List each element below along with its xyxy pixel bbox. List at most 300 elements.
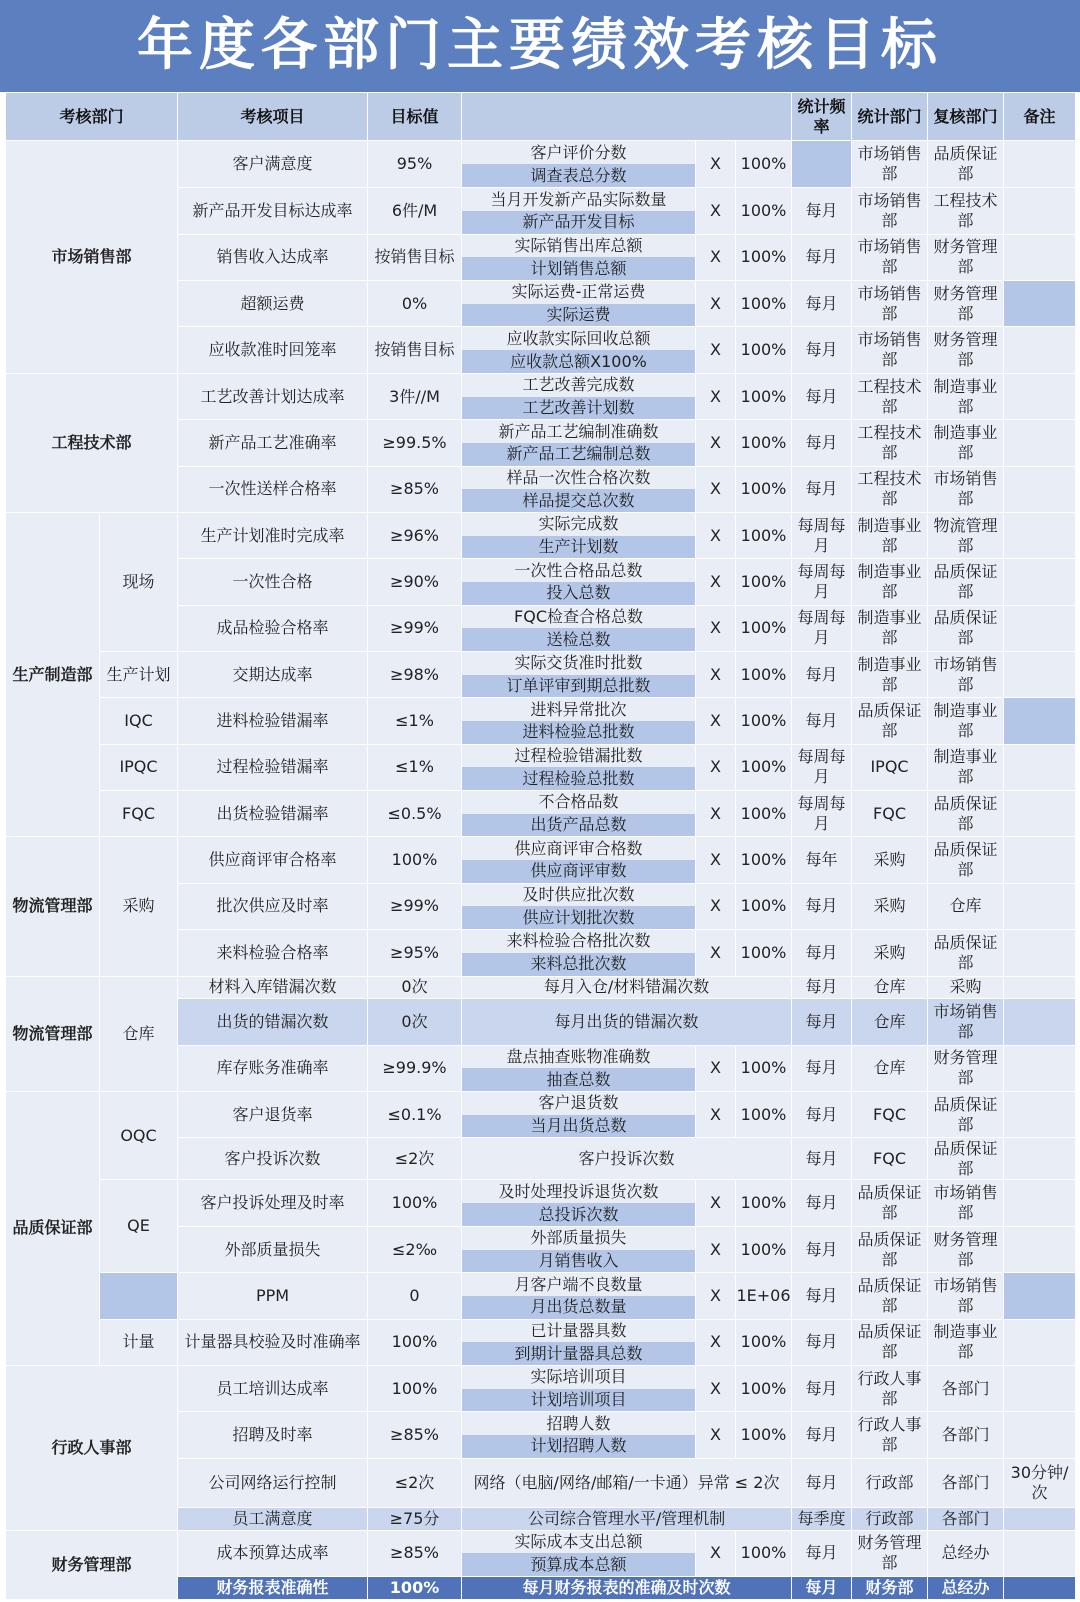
target-cell: ≤0.5%: [368, 791, 462, 837]
denominator: 总投诉次数: [462, 1203, 695, 1226]
note-cell: [1004, 234, 1076, 280]
sub-dept-cell: 生产计划: [100, 651, 178, 697]
multiply-sign: X: [696, 1045, 736, 1091]
multiply-sign: X: [696, 605, 736, 651]
freq-cell: 每月: [792, 1138, 852, 1180]
freq-cell: 每月: [792, 1530, 852, 1576]
multiply-sign: X: [696, 837, 736, 883]
formula-cell: [462, 791, 696, 837]
freq-cell: [792, 141, 852, 188]
formula-cell: [462, 327, 696, 373]
dept-cell: 行政人事部: [6, 1365, 178, 1530]
formula-cell: [462, 1091, 696, 1137]
note-cell: [1004, 744, 1076, 790]
review-dept-cell: 制造事业部: [928, 1319, 1004, 1365]
item-cell: 超额运费: [178, 281, 368, 327]
stat-dept-cell: 工程技术部: [852, 466, 928, 512]
numerator: 工艺改善完成数: [522, 375, 635, 395]
numerator: 应收款实际回收总额: [506, 328, 651, 348]
target-cell: ≥75分: [368, 1508, 462, 1531]
item-cell: 外部质量损失: [178, 1226, 368, 1272]
stat-dept-cell: 品质保证部: [852, 1180, 928, 1226]
formula-cell: 每月出货的错漏次数: [462, 999, 792, 1045]
dept-cell: 物流管理部: [6, 976, 100, 1091]
denominator: 月出货总数量: [462, 1296, 695, 1319]
freq-cell: 每月: [792, 1319, 852, 1365]
multiply-sign: X: [696, 1412, 736, 1458]
target-cell: ≥85%: [368, 1530, 462, 1576]
note-cell: [1004, 1412, 1076, 1458]
freq-cell: 每季度: [792, 1508, 852, 1531]
target-cell: ≤0.1%: [368, 1091, 462, 1137]
numerator: 及时处理投诉退货次数: [498, 1181, 659, 1201]
item-cell: 客户满意度: [178, 141, 368, 188]
review-dept-cell: 物流管理部: [928, 512, 1004, 558]
stat-dept-cell: 市场销售部: [852, 188, 928, 234]
note-cell: [1004, 1045, 1076, 1091]
multiplier-cell: 100%: [736, 930, 792, 976]
note-cell: [1004, 883, 1076, 929]
stat-dept-cell: 市场销售部: [852, 327, 928, 373]
denominator: 过程检验总批数: [462, 767, 695, 790]
multiplier-cell: 100%: [736, 698, 792, 744]
numerator: 样品一次性合格次数: [506, 467, 651, 487]
freq-cell: 每月: [792, 281, 852, 327]
target-cell: 6件/M: [368, 188, 462, 234]
note-cell: [1004, 141, 1076, 188]
review-dept-cell: 采购: [928, 976, 1004, 999]
formula-cell: 客户投诉次数: [462, 1138, 792, 1180]
numerator: 进料异常批次: [530, 699, 627, 719]
target-cell: 0%: [368, 281, 462, 327]
table-row: [6, 976, 1076, 999]
denominator: 计划招聘人数: [462, 1435, 695, 1458]
review-dept-cell: 市场销售部: [928, 1180, 1004, 1226]
denominator: 投入总数: [462, 582, 695, 605]
formula-cell: [462, 1226, 696, 1272]
sub-dept-cell: 现场: [100, 512, 178, 651]
review-dept-cell: 品质保证部: [928, 1138, 1004, 1180]
note-cell: [1004, 466, 1076, 512]
table-row: [6, 1530, 1076, 1576]
multiplier-cell: 100%: [736, 1365, 792, 1411]
multiplier-cell: 100%: [736, 1530, 792, 1576]
formula-cell: [462, 1319, 696, 1365]
multiply-sign: X: [696, 141, 736, 188]
formula-cell: 网络（电脑/网络/邮箱/一卡通）异常 ≤ 2次: [462, 1458, 792, 1507]
note-cell: [1004, 188, 1076, 234]
denominator: 当月出货总数: [462, 1115, 695, 1138]
numerator: 盘点抽查账物准确数: [506, 1046, 651, 1066]
multiply-sign: X: [696, 327, 736, 373]
dept-cell: 品质保证部: [6, 1091, 100, 1365]
target-cell: ≤2次: [368, 1138, 462, 1180]
multiply-sign: X: [696, 559, 736, 605]
formula-cell: [462, 1365, 696, 1411]
numerator: 客户评价分数: [530, 142, 627, 162]
multiply-sign: X: [696, 883, 736, 929]
stat-dept-cell: 市场销售部: [852, 141, 928, 188]
stat-dept-cell: 制造事业部: [852, 512, 928, 558]
note-cell: [1004, 698, 1076, 744]
target-cell: 100%: [368, 1319, 462, 1365]
stat-dept-cell: 仓库: [852, 1045, 928, 1091]
formula-cell: [462, 1045, 696, 1091]
item-cell: 供应商评审合格率: [178, 837, 368, 883]
stat-dept-cell: 品质保证部: [852, 1273, 928, 1319]
multiply-sign: X: [696, 1319, 736, 1365]
formula-cell: [462, 141, 696, 188]
formula-cell: [462, 744, 696, 790]
multiplier-cell: 100%: [736, 791, 792, 837]
review-dept-cell: 制造事业部: [928, 420, 1004, 466]
stat-dept-cell: FQC: [852, 791, 928, 837]
dept-cell: 财务管理部: [6, 1530, 178, 1599]
item-cell: 出货的错漏次数: [178, 999, 368, 1045]
formula-cell: [462, 837, 696, 883]
item-cell: 进料检验错漏率: [178, 698, 368, 744]
numerator: 一次性合格品总数: [514, 560, 643, 580]
numerator: 实际交货准时批数: [514, 653, 643, 673]
multiply-sign: X: [696, 698, 736, 744]
item-cell: 一次性送样合格率: [178, 466, 368, 512]
multiply-sign: X: [696, 791, 736, 837]
formula-cell: [462, 1273, 696, 1319]
formula-cell: [462, 512, 696, 558]
target-cell: ≥85%: [368, 1412, 462, 1458]
multiply-sign: X: [696, 420, 736, 466]
header-review-dept: 复核部门: [928, 93, 1004, 141]
table-row: [6, 698, 1076, 744]
stat-dept-cell: 市场销售部: [852, 234, 928, 280]
stat-dept-cell: 市场销售部: [852, 281, 928, 327]
stat-dept-cell: 品质保证部: [852, 1319, 928, 1365]
freq-cell: 每月: [792, 188, 852, 234]
numerator: 当月开发新产品实际数量: [490, 189, 667, 209]
stat-dept-cell: 财务部: [852, 1577, 928, 1600]
multiplier-cell: 100%: [736, 141, 792, 188]
stat-dept-cell: 行政人事部: [852, 1365, 928, 1411]
review-dept-cell: 品质保证部: [928, 791, 1004, 837]
multiply-sign: X: [696, 1091, 736, 1137]
item-cell: 工艺改善计划达成率: [178, 373, 368, 419]
freq-cell: 每周每月: [792, 605, 852, 651]
multiplier-cell: 100%: [736, 1319, 792, 1365]
stat-dept-cell: 制造事业部: [852, 605, 928, 651]
formula-cell: 每月财务报表的准确及时次数: [462, 1577, 792, 1600]
review-dept-cell: 品质保证部: [928, 141, 1004, 188]
item-cell: 成品检验合格率: [178, 605, 368, 651]
stat-dept-cell: 制造事业部: [852, 559, 928, 605]
multiply-sign: X: [696, 1273, 736, 1319]
multiply-sign: X: [696, 930, 736, 976]
freq-cell: 每月: [792, 234, 852, 280]
denominator: 实际运费: [462, 304, 695, 327]
target-cell: ≥99%: [368, 605, 462, 651]
note-cell: [1004, 559, 1076, 605]
multiplier-cell: 100%: [736, 1226, 792, 1272]
sub-dept-cell: FQC: [100, 791, 178, 837]
stat-dept-cell: FQC: [852, 1091, 928, 1137]
target-cell: ≥99%: [368, 883, 462, 929]
multiplier-cell: 100%: [736, 188, 792, 234]
item-cell: 生产计划准时完成率: [178, 512, 368, 558]
freq-cell: 每月: [792, 1365, 852, 1411]
note-cell: [1004, 1273, 1076, 1319]
multiply-sign: X: [696, 466, 736, 512]
note-cell: [1004, 1530, 1076, 1576]
stat-dept-cell: 财务管理部: [852, 1530, 928, 1576]
item-cell: 员工培训达成率: [178, 1365, 368, 1411]
freq-cell: 每年: [792, 837, 852, 883]
note-cell: [1004, 651, 1076, 697]
review-dept-cell: 市场销售部: [928, 999, 1004, 1045]
multiplier-cell: 100%: [736, 605, 792, 651]
review-dept-cell: 仓库: [928, 883, 1004, 929]
note-cell: [1004, 1508, 1076, 1531]
sub-dept-cell: QE: [100, 1180, 178, 1273]
review-dept-cell: 制造事业部: [928, 698, 1004, 744]
item-cell: 客户退货率: [178, 1091, 368, 1137]
item-cell: 新产品开发目标达成率: [178, 188, 368, 234]
target-cell: ≤2‰: [368, 1226, 462, 1272]
formula-cell: 每月入仓/材料错漏次数: [462, 976, 792, 999]
review-dept-cell: 工程技术部: [928, 188, 1004, 234]
freq-cell: 每月: [792, 466, 852, 512]
freq-cell: 每月: [792, 1273, 852, 1319]
review-dept-cell: 品质保证部: [928, 605, 1004, 651]
multiply-sign: X: [696, 281, 736, 327]
table-header: [6, 93, 1076, 141]
stat-dept-cell: 制造事业部: [852, 651, 928, 697]
note-cell: [1004, 1365, 1076, 1411]
numerator: 已计量器具数: [530, 1320, 627, 1340]
numerator: 过程检验错漏批数: [514, 746, 643, 766]
target-cell: ≥90%: [368, 559, 462, 605]
multiplier-cell: 100%: [736, 1091, 792, 1137]
freq-cell: 每月: [792, 1180, 852, 1226]
item-cell: 公司网络运行控制: [178, 1458, 368, 1507]
stat-dept-cell: 工程技术部: [852, 373, 928, 419]
target-cell: ≥99.5%: [368, 420, 462, 466]
target-cell: ≤2次: [368, 1458, 462, 1507]
sub-dept-cell: OQC: [100, 1091, 178, 1180]
target-cell: 95%: [368, 141, 462, 188]
formula-cell: [462, 698, 696, 744]
review-dept-cell: 财务管理部: [928, 281, 1004, 327]
note-cell: [1004, 1180, 1076, 1226]
review-dept-cell: 市场销售部: [928, 1273, 1004, 1319]
multiply-sign: X: [696, 1226, 736, 1272]
item-cell: 交期达成率: [178, 651, 368, 697]
table-row: [6, 1365, 1076, 1411]
stat-dept-cell: 仓库: [852, 976, 928, 999]
freq-cell: 每月: [792, 698, 852, 744]
note-cell: [1004, 930, 1076, 976]
freq-cell: 每月: [792, 999, 852, 1045]
denominator: 送检总数: [462, 628, 695, 651]
review-dept-cell: 制造事业部: [928, 744, 1004, 790]
freq-cell: 每月: [792, 1577, 852, 1600]
target-cell: ≥85%: [368, 466, 462, 512]
multiply-sign: X: [696, 1180, 736, 1226]
numerator: 实际培训项目: [530, 1367, 627, 1387]
table-row: [6, 1091, 1076, 1137]
target-cell: 100%: [368, 1180, 462, 1226]
target-cell: 0次: [368, 999, 462, 1045]
sub-dept-cell: 仓库: [100, 976, 178, 1091]
item-cell: 成本预算达成率: [178, 1530, 368, 1576]
freq-cell: 每月: [792, 373, 852, 419]
denominator: 预算成本总额: [462, 1553, 695, 1576]
target-cell: ≥95%: [368, 930, 462, 976]
target-cell: ≥96%: [368, 512, 462, 558]
header-dept: 考核部门: [6, 93, 178, 141]
review-dept-cell: 各部门: [928, 1365, 1004, 1411]
numerator: 月客户端不良数量: [514, 1274, 643, 1294]
item-cell: 员工满意度: [178, 1508, 368, 1531]
dept-cell: 物流管理部: [6, 837, 100, 976]
sub-dept-cell: IPQC: [100, 744, 178, 790]
formula-cell: [462, 420, 696, 466]
note-cell: [1004, 605, 1076, 651]
stat-dept-cell: 工程技术部: [852, 420, 928, 466]
formula-cell: [462, 466, 696, 512]
freq-cell: 每周每月: [792, 512, 852, 558]
note-cell: [1004, 327, 1076, 373]
table-row: [6, 651, 1076, 697]
formula-cell: [462, 373, 696, 419]
freq-cell: 每月: [792, 883, 852, 929]
formula-cell: [462, 1180, 696, 1226]
note-cell: [1004, 976, 1076, 999]
formula-cell: [462, 234, 696, 280]
denominator: 供应计划批次数: [462, 906, 695, 929]
header-target: 目标值: [368, 93, 462, 141]
item-cell: 新产品工艺准确率: [178, 420, 368, 466]
sub-dept-cell: [100, 1273, 178, 1319]
denominator: 订单评审到期总批数: [462, 675, 695, 698]
denominator: 计划培训项目: [462, 1389, 695, 1412]
formula-cell: [462, 930, 696, 976]
review-dept-cell: 品质保证部: [928, 930, 1004, 976]
formula-cell: [462, 1412, 696, 1458]
multiplier-cell: 100%: [736, 744, 792, 790]
note-cell: 30分钟/次: [1004, 1458, 1076, 1507]
item-cell: PPM: [178, 1273, 368, 1319]
multiply-sign: X: [696, 651, 736, 697]
freq-cell: 每周每月: [792, 791, 852, 837]
multiplier-cell: 100%: [736, 1412, 792, 1458]
item-cell: 出货检验错漏率: [178, 791, 368, 837]
item-cell: 批次供应及时率: [178, 883, 368, 929]
item-cell: 一次性合格: [178, 559, 368, 605]
review-dept-cell: 品质保证部: [928, 837, 1004, 883]
multiplier-cell: 100%: [736, 281, 792, 327]
stat-dept-cell: 采购: [852, 837, 928, 883]
target-cell: 按销售目标: [368, 327, 462, 373]
item-cell: 客户投诉次数: [178, 1138, 368, 1180]
item-cell: 销售收入达成率: [178, 234, 368, 280]
review-dept-cell: 各部门: [928, 1508, 1004, 1531]
note-cell: [1004, 512, 1076, 558]
review-dept-cell: 财务管理部: [928, 1226, 1004, 1272]
multiplier-cell: 100%: [736, 373, 792, 419]
freq-cell: 每月: [792, 327, 852, 373]
numerator: 外部质量损失: [530, 1228, 627, 1248]
header-stat-dept: 统计部门: [852, 93, 928, 141]
target-cell: 100%: [368, 837, 462, 883]
item-cell: 招聘及时率: [178, 1412, 368, 1458]
table-row: [6, 837, 1076, 883]
note-cell: [1004, 1577, 1076, 1600]
formula-cell: 公司综合管理水平/管理机制: [462, 1508, 792, 1531]
sub-dept-cell: 采购: [100, 837, 178, 976]
target-cell: ≥99.9%: [368, 1045, 462, 1091]
multiplier-cell: 100%: [736, 651, 792, 697]
numerator: 实际成本支出总额: [514, 1532, 643, 1552]
multiplier-cell: 1E+06: [736, 1273, 792, 1319]
freq-cell: 每周每月: [792, 559, 852, 605]
table-row: [6, 1319, 1076, 1365]
numerator: 招聘人数: [546, 1413, 611, 1433]
stat-dept-cell: 仓库: [852, 999, 928, 1045]
review-dept-cell: 总经办: [928, 1530, 1004, 1576]
stat-dept-cell: 品质保证部: [852, 1226, 928, 1272]
denominator: 到期计量器具总数: [462, 1342, 695, 1365]
review-dept-cell: 财务管理部: [928, 234, 1004, 280]
item-cell: 客户投诉处理及时率: [178, 1180, 368, 1226]
stat-dept-cell: 行政部: [852, 1458, 928, 1507]
target-cell: 100%: [368, 1577, 462, 1600]
denominator: 调查表总分数: [462, 164, 695, 187]
multiplier-cell: 100%: [736, 559, 792, 605]
note-cell: [1004, 373, 1076, 419]
denominator: 应收款总额X100%: [462, 350, 695, 373]
multiply-sign: X: [696, 1530, 736, 1576]
multiply-sign: X: [696, 512, 736, 558]
formula-cell: [462, 1530, 696, 1576]
formula-cell: [462, 883, 696, 929]
denominator: 来料总批次数: [462, 953, 695, 976]
denominator: 月销售收入: [462, 1250, 695, 1273]
numerator: 供应商评审合格数: [514, 838, 643, 858]
table-row: [6, 744, 1076, 790]
numerator: 实际完成数: [538, 514, 619, 534]
table-row: [6, 1180, 1076, 1226]
denominator: 新产品开发目标: [462, 211, 695, 234]
note-cell: [1004, 1319, 1076, 1365]
numerator: 及时供应批次数: [522, 885, 635, 905]
numerator: 客户退货数: [538, 1093, 619, 1113]
freq-cell: 每周每月: [792, 744, 852, 790]
target-cell: ≤1%: [368, 744, 462, 790]
table-row: [6, 141, 1076, 188]
formula-cell: [462, 651, 696, 697]
denominator: 计划销售总额: [462, 257, 695, 280]
freq-cell: 每月: [792, 1458, 852, 1507]
denominator: 样品提交总次数: [462, 489, 695, 512]
multiplier-cell: 100%: [736, 1045, 792, 1091]
freq-cell: 每月: [792, 651, 852, 697]
sub-dept-cell: 计量: [100, 1319, 178, 1365]
item-cell: 应收款准时回笼率: [178, 327, 368, 373]
freq-cell: 每月: [792, 420, 852, 466]
header-item: 考核项目: [178, 93, 368, 141]
table-row: [6, 512, 1076, 558]
multiply-sign: X: [696, 744, 736, 790]
formula-cell: [462, 605, 696, 651]
